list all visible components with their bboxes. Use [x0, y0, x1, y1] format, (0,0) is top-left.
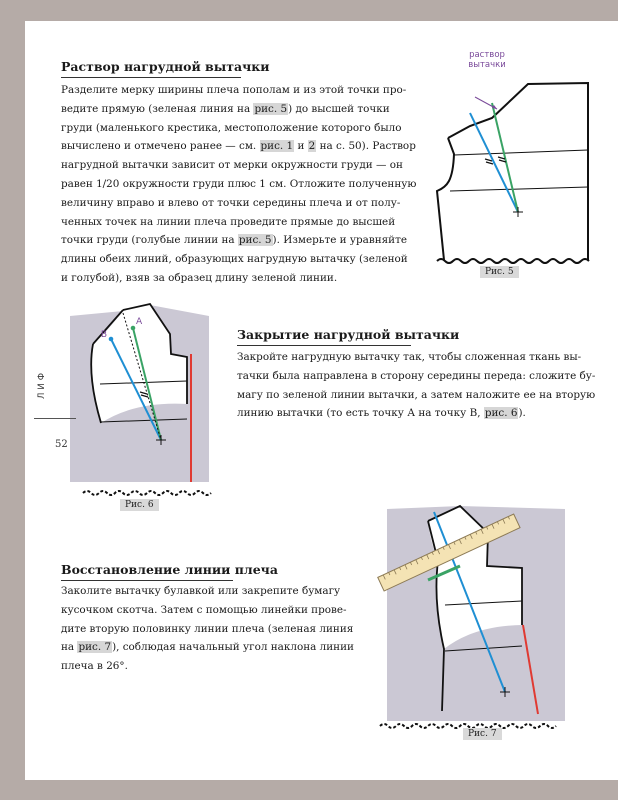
text-line: дите вторую половинку линии плеча (зеленая линия [61, 622, 354, 635]
text-line: равен 1/20 окружности груди плюс 1 см. Отложите полученную [61, 177, 417, 190]
text-line: нагрудной вытачки зависит от мерки окружности груди — он [61, 159, 403, 172]
heading-shoulder-line: Восстановление линии плеча [61, 562, 278, 577]
text-line: Разделите мерку ширины плеча пополам и из этой точки про- [61, 84, 407, 96]
fig6-drawing [70, 304, 211, 495]
book-page [25, 21, 618, 780]
paragraph-dart-closing [237, 348, 595, 423]
fig7-drawing [378, 506, 565, 728]
text-line: величину вправо и влево от точки середины плеча и от полу- [61, 196, 401, 209]
text-line: точки груди (голубые линии на рис. 5). Измерьте и уравняйте [61, 234, 408, 247]
text-line: и голубой), взяв за образец длину зеленой линии. [61, 271, 338, 284]
text-line: тачки была направлена в сторону середины переда: сложите бу- [237, 369, 596, 382]
text-line: Заколите вытачку булавкой или закрепите бумагу [61, 585, 341, 597]
text-line: Закройте нагрудную вытачку так, чтобы сложенная ткань вы- [237, 351, 582, 363]
figure-reference: рис. 7 [78, 641, 112, 654]
text-line: ченных точек на линии плеча проведите прямые до высшей [61, 215, 396, 228]
section-title-vertical: ЛИФ [37, 369, 47, 399]
page-number: 52 [55, 439, 68, 450]
fig7-caption: Рис. 7 [463, 728, 502, 740]
text-line: магу по зеленой линии вытачки, а затем наложите ее на вторую [237, 388, 596, 401]
fig5-drawing [437, 83, 589, 263]
fig5-annotation-line1: раствор [469, 50, 505, 60]
text-line: ведите прямую (зеленая линия на рис. 5) до высшей точки [61, 102, 390, 115]
figure-reference: рис. 5 [254, 102, 288, 115]
figure-reference: 2 [308, 140, 316, 153]
paragraph-shoulder-line [61, 582, 354, 676]
text-line: длины обеих линий, образующих нагрудную вытачку (зеленой [61, 253, 408, 266]
fig6-caption: Рис. 6 [120, 499, 159, 511]
fig5-annotation-line2: вытачки [468, 60, 506, 70]
heading-underline [61, 580, 233, 581]
text-line: кусочком скотча. Затем с помощью линейки прове- [61, 603, 347, 616]
figure-reference: рис. 1 [260, 140, 294, 153]
heading-dart-closing: Закрытие нагрудной вытачки [237, 327, 460, 342]
figure-reference: рис. 6 [484, 407, 518, 420]
fig6-label-a: А [136, 317, 143, 327]
heading-dart-opening: Раствор нагрудной вытачки [61, 59, 270, 74]
text-line: плеча в 26°. [61, 660, 128, 673]
fig6-label-b: В [100, 330, 107, 340]
figure-reference: рис. 5 [238, 234, 272, 247]
fig5-caption: Рис. 5 [480, 266, 519, 278]
text-line: линию вытачки (то есть точку А на точку В, рис. 6). [237, 407, 526, 420]
text-line: вычислено и отмечено ранее — см. рис. 1 и 2 на с. 50). Раствор [61, 140, 416, 153]
text-line: на рис. 7), соблюдая начальный угол наклона линии [61, 641, 354, 654]
heading-underline [237, 345, 411, 346]
text-line: груди (маленького крестика, местоположение которого было [61, 121, 402, 134]
sidebar-rule [34, 418, 76, 419]
